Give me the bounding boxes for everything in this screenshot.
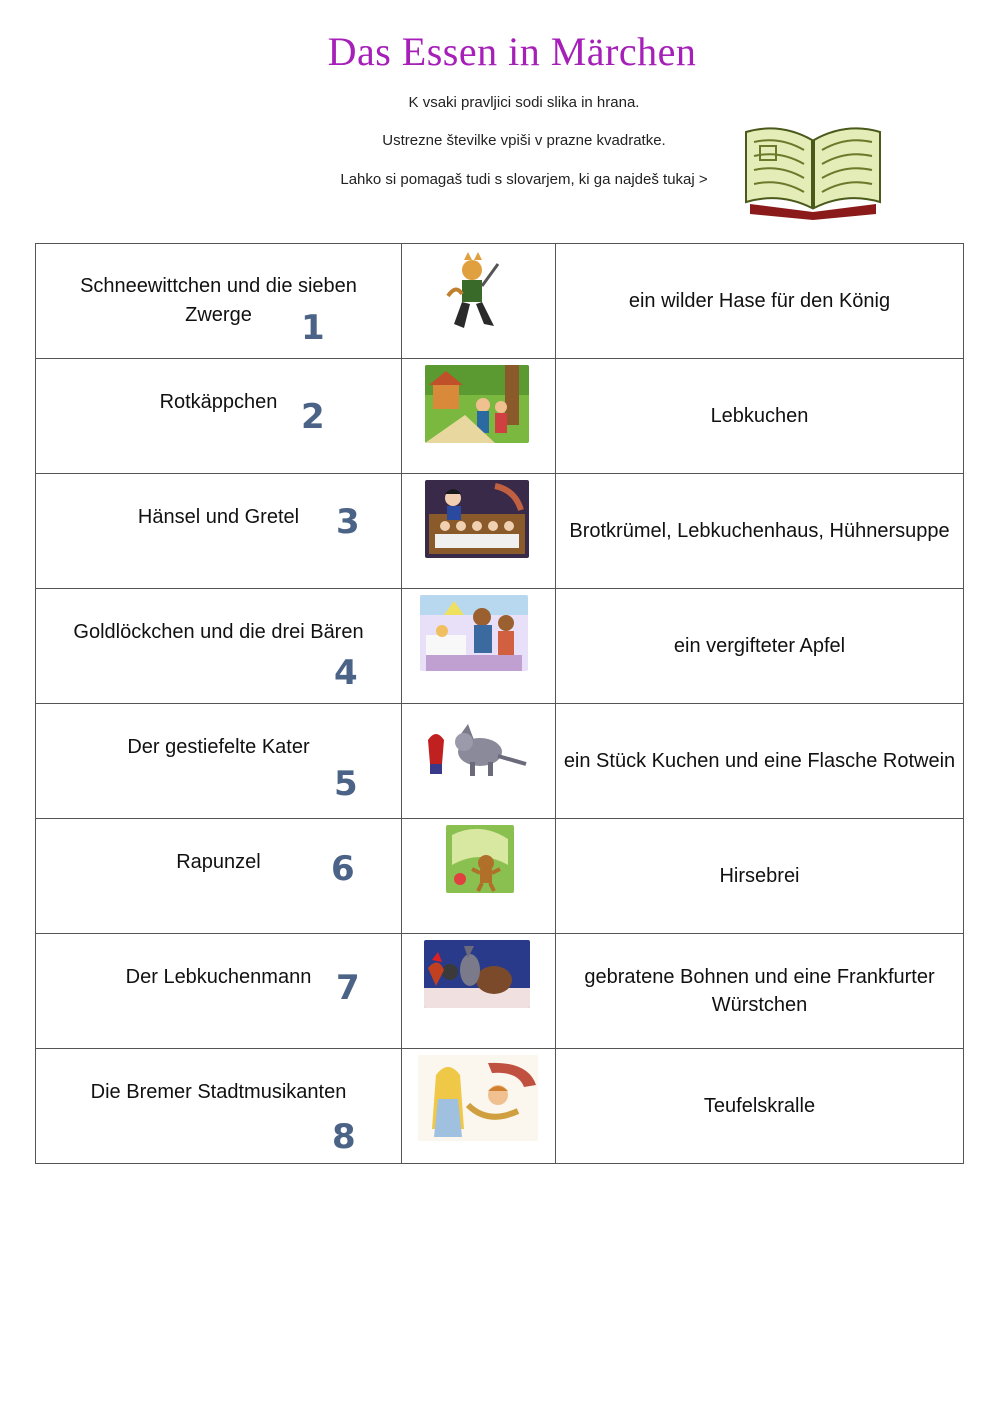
food-text: Lebkuchen: [710, 405, 809, 427]
instruction-line-1: K vsaki pravljici sodi slika in hrana.: [408, 94, 640, 111]
story-title: Der gestiefelte Kater: [127, 736, 310, 758]
page-title: Das Essen in Märchen: [327, 29, 697, 74]
food-cell: [556, 934, 964, 1049]
food-text: Brotkrümel, Lebkuchenhaus, Hühnersuppe: [569, 520, 950, 542]
story-number: 4: [334, 653, 358, 693]
instruction-line-2: Ustrezne številke vpiši v prazne kvadratke.: [382, 132, 666, 149]
food-text: ein wilder Hase für den König: [628, 290, 891, 312]
snow-white-dwarfs-beds-image: [425, 480, 529, 558]
food-text: Hirsebrei: [719, 865, 800, 887]
story-number: 8: [332, 1117, 356, 1157]
food-cell: [556, 704, 964, 819]
story-number: 2: [301, 397, 325, 437]
food-cell: [556, 1049, 964, 1164]
story-cell: [36, 589, 402, 704]
story-title: Rapunzel: [176, 851, 261, 873]
story-title: Die Bremer Stadtmusikanten: [90, 1081, 347, 1103]
story-number: 6: [331, 849, 355, 889]
story-cell: [36, 819, 402, 934]
bremen-musicians-image: [424, 940, 530, 1008]
story-cell: [36, 244, 402, 359]
story-title: Schneewittchen und die sieben Zwerge: [80, 275, 357, 326]
picture-cell[interactable]: [402, 474, 556, 589]
story-title: Der Lebkuchenmann: [125, 966, 312, 988]
food-cell: [556, 244, 964, 359]
story-number: 5: [334, 764, 358, 804]
food-cell: [556, 589, 964, 704]
instruction-line-3: Lahko si pomagaš tudi s slovarjem, ki ga najdeš tukaj >: [340, 171, 708, 188]
dictionary-book-icon[interactable]: [740, 112, 886, 222]
food-text: Teufelskralle: [703, 1095, 816, 1117]
story-title: Rotkäppchen: [159, 391, 278, 413]
story-cell: [36, 359, 402, 474]
food-cell: [556, 474, 964, 589]
story-title: Goldlöckchen und die drei Bären: [73, 621, 364, 643]
food-cell: [556, 819, 964, 934]
picture-cell[interactable]: [402, 704, 556, 819]
food-text: ein Stück Kuchen und eine Flasche Rotwein: [563, 750, 956, 772]
picture-cell[interactable]: [402, 244, 556, 359]
picture-cell[interactable]: [402, 934, 556, 1049]
table-row: [36, 1049, 964, 1164]
table-row: [36, 934, 964, 1049]
food-text: gebratene Bohnen und eine Frankfurter Würstchen: [584, 966, 935, 1016]
food-cell: [556, 359, 964, 474]
table-row: [36, 819, 964, 934]
story-number: 1: [301, 308, 325, 348]
cat-in-boots-image: [442, 250, 506, 334]
red-riding-hood-wolf-image: [418, 718, 536, 780]
story-cell: [36, 1049, 402, 1164]
story-cell: [36, 474, 402, 589]
picture-cell[interactable]: [402, 359, 556, 474]
table-row: [36, 474, 964, 589]
table-row: [36, 244, 964, 359]
story-cell: [36, 934, 402, 1049]
picture-cell[interactable]: [402, 1049, 556, 1164]
food-text: ein vergifteter Apfel: [673, 635, 846, 657]
matching-table: [35, 243, 964, 1164]
gingerbread-man-image: [446, 825, 514, 893]
story-title: Hänsel und Gretel: [137, 506, 300, 528]
rapunzel-tower-image: [418, 1055, 538, 1141]
story-number: 3: [336, 502, 360, 542]
picture-cell[interactable]: [402, 819, 556, 934]
goldilocks-bears-room-image: [420, 595, 528, 671]
table-row: [36, 589, 964, 704]
hansel-gretel-gingerbread-house-image: [425, 365, 529, 443]
picture-cell[interactable]: [402, 589, 556, 704]
table-row: [36, 704, 964, 819]
story-number: 7: [336, 968, 360, 1008]
table-row: [36, 359, 964, 474]
story-cell: [36, 704, 402, 819]
